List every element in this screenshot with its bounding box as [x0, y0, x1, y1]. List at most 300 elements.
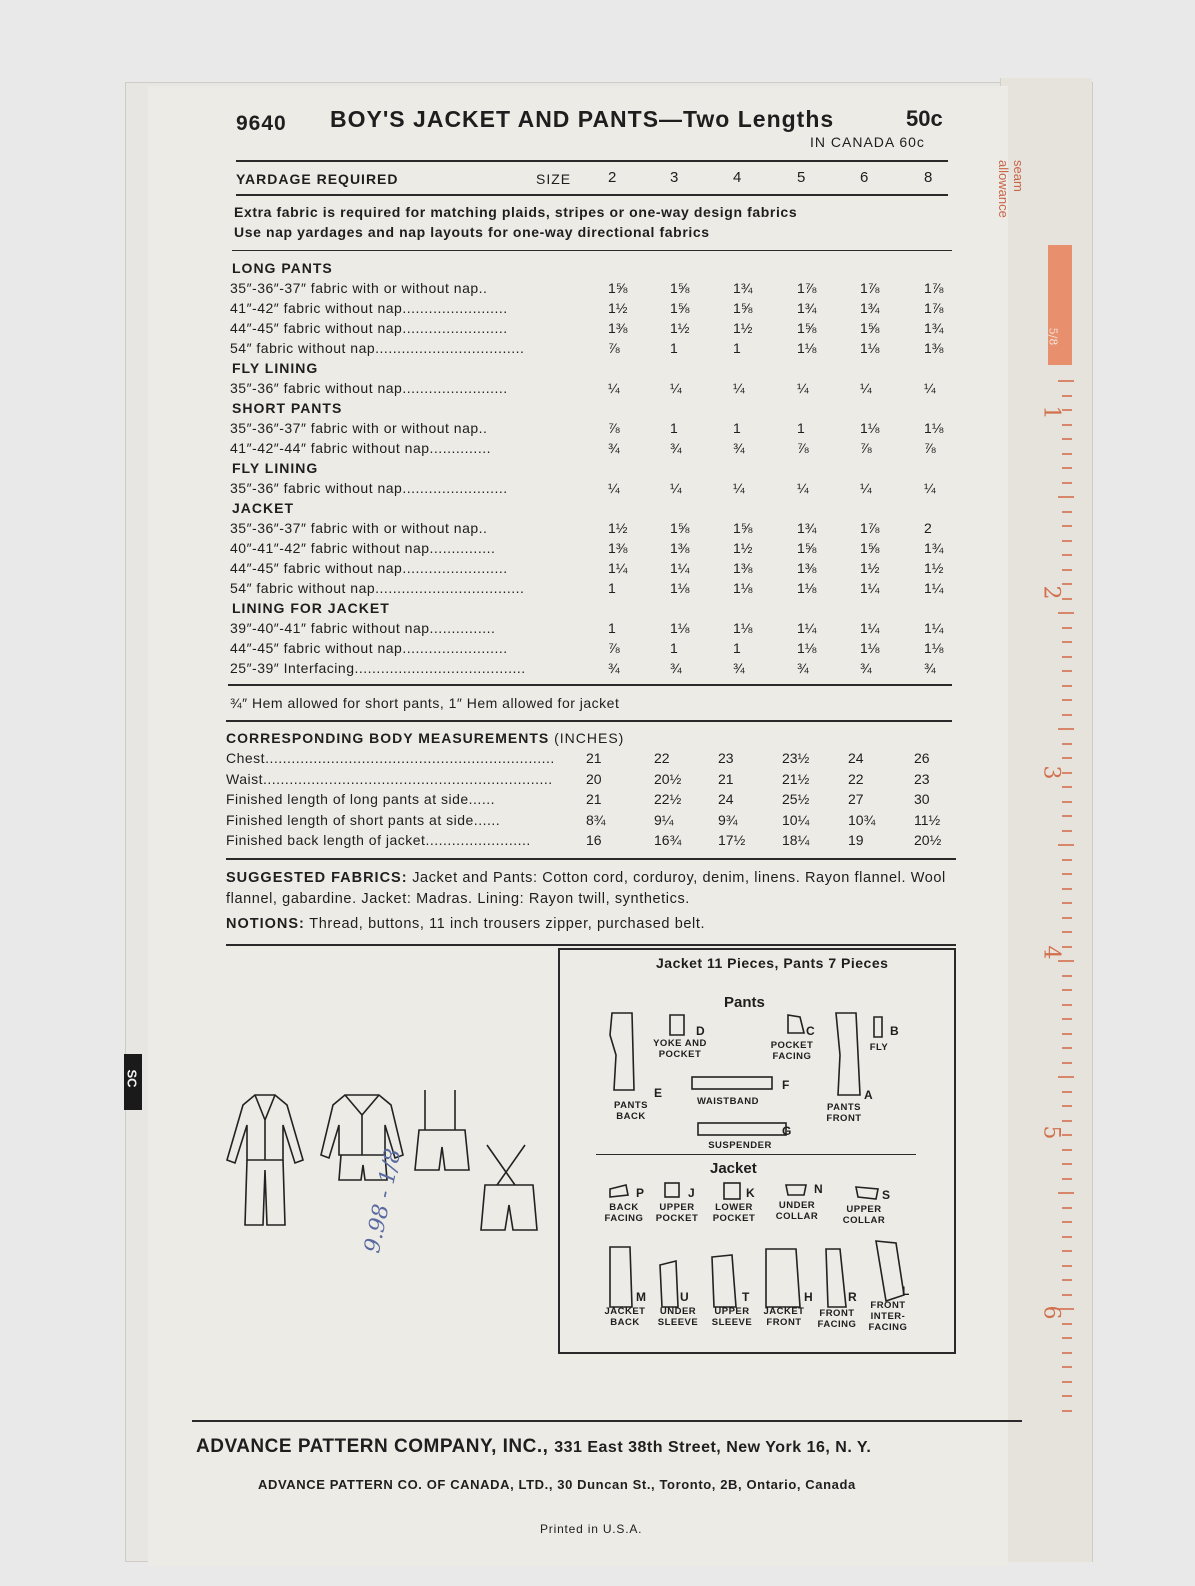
- yardage-cell: ¾: [733, 660, 745, 676]
- ruler-tick: [1062, 1265, 1072, 1267]
- piece-name-a: PANTS FRONT: [826, 1102, 862, 1124]
- size-label: SIZE: [536, 171, 572, 187]
- measurement-cell: 21: [586, 791, 602, 807]
- ruler-tick: [1062, 656, 1072, 658]
- ruler-number: 4: [1038, 945, 1064, 960]
- piece-name-e: PANTS BACK: [614, 1100, 648, 1122]
- handwritten-note: 9.98 - 1/8: [360, 1146, 407, 1256]
- yardage-cell: 1: [670, 640, 678, 656]
- measurement-label: Finished back length of jacket........................: [226, 832, 531, 848]
- piece-shape-b: [874, 1017, 882, 1037]
- piece-name-m: JACKET BACK: [604, 1306, 646, 1328]
- piece-letter-c: C: [806, 1024, 815, 1038]
- ruler-number: 6: [1038, 1305, 1064, 1320]
- measurement-cell: 8¾: [586, 811, 606, 828]
- yardage-cell: ¼: [797, 480, 809, 496]
- ruler-tick: [1062, 1395, 1072, 1397]
- yardage-cell: 1¾: [797, 300, 817, 316]
- piece-letter-m: M: [636, 1290, 646, 1304]
- piece-shape-d: [670, 1015, 684, 1035]
- pants-pieces-heading: Pants: [724, 994, 765, 1011]
- piece-letter-b: B: [890, 1024, 899, 1038]
- yardage-cell: 1⅝: [860, 540, 880, 556]
- ruler-tick: [1062, 1178, 1072, 1180]
- measurement-cell: 21½: [782, 770, 810, 787]
- measurement-cell: 22½: [654, 791, 682, 807]
- body-end-rule: [226, 858, 956, 860]
- hem-note: ¾″ Hem allowed for short pants, 1″ Hem allowed for jacket: [230, 695, 620, 711]
- yardage-row-label: 35″-36″-37″ fabric with or without nap..: [230, 420, 488, 436]
- yardage-cell: ¼: [608, 480, 620, 496]
- measurement-label: Finished length of long pants at side......: [226, 791, 495, 807]
- yardage-cell: 1⅜: [608, 540, 628, 556]
- ruler-tick: [1062, 1062, 1072, 1064]
- yardage-cell: 1⅝: [608, 280, 628, 296]
- yardage-cell: 1⅞: [797, 280, 817, 296]
- yardage-cell: 1⅝: [670, 300, 690, 316]
- ruler-tick: [1062, 873, 1072, 875]
- piece-name-p: BACK FACING: [604, 1202, 644, 1224]
- piece-letter-s: S: [882, 1188, 891, 1202]
- measurement-cell: 25½: [782, 791, 810, 807]
- yardage-cell: 1⅞: [924, 280, 944, 296]
- yardage-cell: 1⅛: [733, 580, 753, 596]
- ruler-tick: [1062, 627, 1072, 629]
- company-name: ADVANCE PATTERN COMPANY, INC.,: [196, 1436, 549, 1457]
- ruler-tick: [1062, 902, 1072, 904]
- yardage-cell: 1⅛: [860, 420, 880, 436]
- yardage-cell: 1⅝: [797, 540, 817, 556]
- piece-shape-n: [786, 1185, 806, 1195]
- piece-name-u: UNDER SLEEVE: [657, 1306, 699, 1328]
- ruler-tick: [1062, 1105, 1072, 1107]
- ruler-tick: [1062, 409, 1072, 411]
- yardage-cell: 1: [733, 420, 741, 436]
- measurement-cell: 23½: [782, 750, 810, 766]
- yardage-cell: 1⅛: [797, 340, 817, 356]
- yardage-row-label: 44″-45″ fabric without nap........................: [230, 560, 508, 576]
- yardage-cell: 1⅞: [860, 280, 880, 296]
- piece-letter-p: P: [636, 1186, 645, 1200]
- yardage-cell: ¼: [733, 480, 745, 496]
- ruler-tick: [1062, 525, 1072, 527]
- measurement-cell: 9¾: [718, 811, 738, 828]
- ruler-tick: [1062, 1279, 1072, 1281]
- measurement-cell: 20½: [914, 832, 942, 848]
- piece-shape-l: [876, 1241, 904, 1301]
- yardage-cell: 1⅞: [924, 300, 944, 316]
- yardage-cell: 1½: [733, 540, 753, 556]
- piece-letter-f: F: [782, 1078, 790, 1092]
- piece-letter-h: H: [804, 1290, 813, 1304]
- piece-name-s: UPPER COLLAR: [842, 1204, 886, 1226]
- ruler-tick: [1062, 1352, 1072, 1354]
- notes-rule: [232, 250, 952, 251]
- yardage-cell: 1⅜: [608, 320, 628, 336]
- yardage-cell: 1¼: [797, 620, 817, 636]
- yardage-cell: ¾: [797, 660, 809, 676]
- ruler-tick: [1062, 1294, 1072, 1296]
- piece-shape-h: [766, 1249, 800, 1307]
- yardage-cell: 1⅝: [670, 280, 690, 296]
- piece-letter-t: T: [742, 1290, 750, 1304]
- side-tab: [124, 1054, 142, 1110]
- yardage-cell: 1¾: [924, 540, 944, 556]
- measurement-label: Finished length of short pants at side......: [226, 811, 501, 828]
- illustration-short-pants-cross-suspenders: [481, 1145, 537, 1230]
- yardage-cell: 1⅝: [797, 320, 817, 336]
- company-line: [196, 1436, 871, 1458]
- yardage-cell: 1⅜: [733, 560, 753, 576]
- yardage-row-label: 35″-36″ fabric without nap........................: [230, 480, 508, 496]
- ruler-tick: [1062, 569, 1072, 571]
- ruler-tick: [1062, 424, 1072, 426]
- piece-shape-g: [698, 1123, 786, 1135]
- yardage-cell: ⅞: [924, 440, 936, 456]
- size-column-2: 2: [608, 169, 617, 186]
- yardage-cell: 1: [733, 340, 741, 356]
- canada-price: IN CANADA 60c: [810, 134, 925, 150]
- ruler-tick: [1062, 1134, 1072, 1136]
- ruler-tick: [1058, 496, 1074, 498]
- yardage-cell: 1⅛: [924, 420, 944, 436]
- yardage-cell: 1¼: [860, 620, 880, 636]
- yardage-row-label: 54″ fabric without nap..................................: [230, 580, 525, 596]
- yardage-cell: 1¾: [733, 280, 753, 296]
- yardage-cell: 1⅛: [860, 340, 880, 356]
- ruler-tick: [1062, 670, 1072, 672]
- ruler-tick: [1062, 830, 1072, 832]
- yardage-row-label: 40″-41″-42″ fabric without nap...............: [230, 540, 496, 556]
- piece-name-r: FRONT FACING: [817, 1308, 857, 1330]
- ruler-tick: [1058, 380, 1074, 382]
- ruler-tick: [1062, 989, 1072, 991]
- ruler-tick: [1062, 917, 1072, 919]
- measurement-cell: 26: [914, 750, 930, 766]
- ruler-tick: [1062, 757, 1072, 759]
- measurement-label: Waist..................................................................: [226, 770, 553, 787]
- illustration-jacket-long-pants: [227, 1095, 303, 1225]
- ruler-tick: [1062, 975, 1072, 977]
- yardage-cell: 1: [608, 580, 616, 596]
- yardage-row-label: 44″-45″ fabric without nap........................: [230, 640, 508, 656]
- piece-letter-d: D: [696, 1024, 705, 1038]
- yardage-row-label: 54″ fabric without nap..................................: [230, 340, 525, 356]
- yardage-cell: 1⅜: [670, 540, 690, 556]
- company-address: 331 East 38th Street, New York 16, N. Y.: [554, 1439, 872, 1456]
- yardage-cell: 1¼: [924, 580, 944, 596]
- piece-name-h: JACKET FRONT: [763, 1306, 805, 1328]
- ruler-tick: [1058, 728, 1074, 730]
- measurement-cell: 19: [848, 832, 864, 848]
- yardage-row-label: 39″-40″-41″ fabric without nap...............: [230, 620, 496, 636]
- yardage-cell: ¾: [860, 660, 872, 676]
- ruler-tick: [1062, 801, 1072, 803]
- ruler-tick: [1058, 844, 1074, 846]
- piece-shape-c: [788, 1015, 804, 1033]
- measurement-cell: 22: [654, 750, 670, 766]
- pieces-heading: Jacket 11 Pieces, Pants 7 Pieces: [656, 955, 889, 971]
- piece-name-g: SUSPENDER: [708, 1140, 772, 1151]
- yardage-cell: 1⅛: [797, 640, 817, 656]
- ruler-tick: [1062, 598, 1072, 600]
- yardage-cell: 1½: [670, 320, 690, 336]
- yardage-cell: 1½: [608, 520, 628, 536]
- piece-letter-j: J: [688, 1186, 695, 1200]
- measurement-cell: 17½: [718, 832, 746, 848]
- ruler-tick: [1062, 395, 1072, 397]
- ruler-tick: [1062, 1047, 1072, 1049]
- ruler-tick: [1062, 1207, 1072, 1209]
- yardage-row-label: 35″-36″-37″ fabric with or without nap..: [230, 280, 488, 296]
- header-rule: [236, 160, 948, 162]
- yardage-row-label: 41″-42″-44″ fabric without nap..............: [230, 440, 491, 456]
- ruler-tick: [1058, 960, 1074, 962]
- yardage-cell: ⅞: [797, 440, 809, 456]
- measurement-cell: 16: [586, 832, 602, 848]
- yardage-cell: 1: [670, 420, 678, 436]
- ruler-tick: [1062, 1381, 1072, 1383]
- piece-letter-g: G: [782, 1124, 792, 1138]
- size-column-3: 3: [670, 169, 679, 186]
- measurement-label: Chest..................................................................: [226, 750, 555, 766]
- piece-letter-u: U: [680, 1290, 689, 1304]
- yardage-cell: ⅞: [608, 420, 620, 436]
- piece-shape-s: [856, 1187, 878, 1199]
- ruler-tick: [1058, 1192, 1074, 1194]
- seam-ruler: [996, 150, 1080, 1350]
- ruler-number: 5: [1038, 1125, 1064, 1140]
- canada-company: ADVANCE PATTERN CO. OF CANADA, LTD., 30 Duncan St., Toronto, 2B, Ontario, Canada: [258, 1477, 856, 1492]
- yardage-cell: 1⅝: [670, 520, 690, 536]
- yardage-row-label: 44″-45″ fabric without nap........................: [230, 320, 508, 336]
- ruler-tick: [1062, 786, 1072, 788]
- piece-name-j: UPPER POCKET: [655, 1202, 699, 1224]
- yardage-head-rule: [236, 194, 948, 196]
- suggested-fabrics: [226, 868, 956, 910]
- ruler-tick: [1062, 482, 1072, 484]
- ruler-tick: [1058, 612, 1074, 614]
- ruler-number: 3: [1038, 765, 1064, 780]
- yardage-cell: 1¾: [797, 520, 817, 536]
- size-column-6: 6: [860, 169, 869, 186]
- fabrics-text: Jacket and Pants: Cotton cord, corduroy, denim, linens. Rayon flannel. Wool flannel, gabardine. Jacket: Madras. Lining: Rayon twill, synthetics.: [226, 870, 946, 907]
- section-title: LONG PANTS: [232, 260, 333, 276]
- section-title: FLY LINING: [232, 360, 319, 376]
- yardage-row-label: 35″-36″-37″ fabric with or without nap..: [230, 520, 488, 536]
- body-unit: (INCHES): [554, 730, 625, 746]
- measurement-cell: 11½: [914, 811, 941, 828]
- ruler-number: 1: [1038, 405, 1064, 420]
- section-title: SHORT PANTS: [232, 400, 343, 416]
- yardage-row-label: 41″-42″ fabric without nap........................: [230, 300, 508, 316]
- note-line-2: Use nap yardages and nap layouts for one-way directional fabrics: [234, 224, 710, 240]
- piece-name-c: POCKET FACING: [770, 1040, 814, 1062]
- measurement-cell: 23: [718, 750, 734, 766]
- piece-shape-t: [712, 1255, 736, 1307]
- yardage-cell: 1½: [924, 560, 944, 576]
- ruler-tick: [1062, 931, 1072, 933]
- piece-letter-n: N: [814, 1182, 823, 1196]
- yardage-cell: ⅞: [608, 640, 620, 656]
- ruler-tick: [1062, 1033, 1072, 1035]
- yardage-cell: 1⅝: [733, 520, 753, 536]
- measurement-cell: 22: [848, 770, 864, 787]
- measurement-cell: 24: [718, 791, 734, 807]
- ruler-tick: [1062, 859, 1072, 861]
- yardage-cell: 1: [608, 620, 616, 636]
- ruler-mark: 5/8: [1046, 327, 1060, 346]
- yardage-cell: 1½: [608, 300, 628, 316]
- ruler-tick: [1062, 1366, 1072, 1368]
- ruler-tick: [1062, 540, 1072, 542]
- ruler-tick: [1062, 699, 1072, 701]
- measurement-cell: 16¾: [654, 832, 682, 848]
- yardage-cell: 1⅛: [670, 620, 690, 636]
- ruler-tick: [1062, 1149, 1072, 1151]
- ruler-tick: [1062, 815, 1072, 817]
- yardage-cell: ¾: [608, 440, 620, 456]
- notions: [226, 914, 956, 935]
- ruler-tick: [1062, 1163, 1072, 1165]
- ruler-allowance-text: seam allowance: [996, 160, 1026, 218]
- measurement-cell: 18¼: [782, 832, 810, 848]
- yardage-cell: 1¼: [670, 560, 690, 576]
- yardage-cell: ¼: [924, 480, 936, 496]
- piece-shape-e: [610, 1013, 634, 1090]
- yardage-cell: 1⅛: [924, 640, 944, 656]
- measurement-cell: 27: [848, 791, 864, 807]
- measurement-cell: 10¼: [782, 811, 810, 828]
- yardage-cell: ¾: [924, 660, 936, 676]
- piece-shape-m: [610, 1247, 632, 1307]
- measurement-cell: 10¾: [848, 811, 876, 828]
- yardage-row-label: 35″-36″ fabric without nap........................: [230, 380, 508, 396]
- measurement-cell: 23: [914, 770, 930, 787]
- price: 50c: [906, 106, 943, 131]
- ruler-tick: [1062, 554, 1072, 556]
- piece-shape-j: [665, 1183, 679, 1197]
- piece-letter-k: K: [746, 1186, 755, 1200]
- piece-shape-a: [836, 1013, 860, 1095]
- jacket-pieces-heading: Jacket: [710, 1160, 757, 1177]
- piece-shape-r: [826, 1249, 846, 1307]
- ruler-tick: [1062, 583, 1072, 585]
- hem-rule: [226, 720, 952, 722]
- ruler-tick: [1062, 685, 1072, 687]
- yardage-cell: 1⅝: [860, 320, 880, 336]
- notions-rule: [226, 944, 956, 946]
- ruler-tick: [1062, 1236, 1072, 1238]
- ruler-tick: [1062, 772, 1072, 774]
- illustration-short-pants-suspenders: [415, 1090, 469, 1170]
- piece-shape-f: [692, 1077, 772, 1089]
- ruler-tick: [1062, 1120, 1072, 1122]
- yardage-cell: 1¼: [860, 580, 880, 596]
- pattern-piece-shapes: [560, 1005, 954, 1345]
- yardage-heading: YARDAGE REQUIRED: [236, 171, 399, 187]
- pattern-title: BOY'S JACKET AND PANTS—Two Lengths: [330, 106, 835, 132]
- measurement-cell: 20½: [654, 770, 682, 787]
- measurement-cell: 9¼: [654, 811, 674, 828]
- measurement-cell: 24: [848, 750, 864, 766]
- piece-name-b: FLY: [869, 1042, 889, 1053]
- piece-name-d: YOKE AND POCKET: [653, 1038, 707, 1060]
- ruler-tick: [1062, 1018, 1072, 1020]
- pattern-number: 9640: [236, 112, 287, 135]
- piece-letter-r: R: [848, 1290, 857, 1304]
- piece-letter-e: E: [654, 1086, 663, 1100]
- section-title: JACKET: [232, 500, 295, 516]
- fabrics-label: SUGGESTED FABRICS:: [226, 870, 408, 886]
- ruler-tick: [1062, 714, 1072, 716]
- ruler-tick: [1062, 1004, 1072, 1006]
- ruler-number: 2: [1038, 585, 1064, 600]
- yardage-cell: 1: [670, 340, 678, 356]
- ruler-tick: [1062, 888, 1072, 890]
- ruler-tick: [1062, 1091, 1072, 1093]
- yardage-cell: 1⅛: [733, 620, 753, 636]
- yardage-cell: 1⅝: [733, 300, 753, 316]
- yardage-cell: ¾: [670, 660, 682, 676]
- ruler-tick: [1062, 1323, 1072, 1325]
- size-column-5: 5: [797, 169, 806, 186]
- measurement-cell: 30: [914, 791, 930, 807]
- piece-name-f: WAISTBAND: [696, 1096, 760, 1107]
- yardage-cell: ¼: [860, 480, 872, 496]
- yardage-cell: ¼: [670, 380, 682, 396]
- size-column-8: 8: [924, 169, 933, 186]
- pattern-header: [236, 104, 956, 150]
- piece-shape-k: [724, 1183, 740, 1199]
- ruler-tick: [1058, 1076, 1074, 1078]
- yardage-cell: 1⅛: [797, 580, 817, 596]
- note-line-1: Extra fabric is required for matching plaids, stripes or one-way design fabrics: [234, 204, 798, 220]
- yardage-cell: 1¾: [924, 320, 944, 336]
- ruler-tick: [1062, 1410, 1072, 1412]
- yardage-cell: 1½: [733, 320, 753, 336]
- printed-in: Printed in U.S.A.: [540, 1522, 643, 1536]
- yardage-cell: ¼: [860, 380, 872, 396]
- ruler-tick: [1062, 511, 1072, 513]
- section-title: FLY LINING: [232, 460, 319, 476]
- yardage-cell: ¾: [608, 660, 620, 676]
- yardage-row-label: 25″-39″ Interfacing.......................................: [230, 660, 526, 676]
- ruler-tick: [1062, 641, 1072, 643]
- yardage-cell: 1⅛: [860, 640, 880, 656]
- yardage-cell: 1⅞: [860, 520, 880, 536]
- section-title: LINING FOR JACKET: [232, 600, 390, 616]
- ruler-orange-band: [1048, 245, 1072, 365]
- yardage-cell: 2: [924, 520, 932, 536]
- yardage-cell: ¾: [733, 440, 745, 456]
- yardage-cell: 1: [733, 640, 741, 656]
- yardage-cell: 1¾: [860, 300, 880, 316]
- yardage-cell: 1: [797, 420, 805, 436]
- ruler-tick: [1062, 946, 1072, 948]
- yardage-cell: 1¼: [608, 560, 628, 576]
- ruler-tick: [1062, 467, 1072, 469]
- ruler-tick: [1062, 1221, 1072, 1223]
- yardage-cell: 1⅛: [670, 580, 690, 596]
- footer-rule: [192, 1420, 1022, 1422]
- measurement-cell: 20: [586, 770, 602, 787]
- body-heading-text: CORRESPONDING BODY MEASUREMENTS: [226, 730, 550, 746]
- yardage-cell: ⅞: [608, 340, 620, 356]
- side-tab-text: SC: [124, 1069, 140, 1088]
- piece-letter-l: L: [902, 1284, 910, 1298]
- yardage-cell: ¼: [733, 380, 745, 396]
